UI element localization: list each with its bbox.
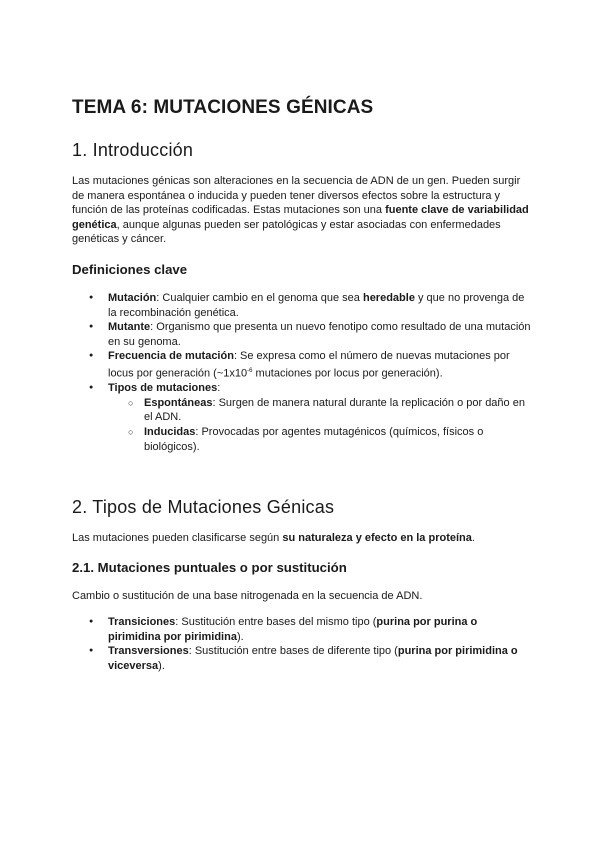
subtypes-list — [108, 396, 532, 454]
term-inducidas: Inducidas — [144, 426, 196, 438]
bold-heredable: heredable — [362, 292, 415, 304]
sub-list-item — [108, 425, 532, 454]
intro-bold-text: fuente clave de variabilidad genética — [72, 204, 529, 231]
intro-text-end: , aunque algunas pueden ser patológicas y estar asociadas con enfermedades genéticas y cáncer. — [72, 218, 501, 246]
section-2-bold-text: su naturaleza y efecto en la proteína — [282, 532, 472, 544]
definitions-list — [72, 291, 532, 454]
section-2-text: Las mutaciones pueden clasificarse según — [72, 532, 283, 544]
term-tipos: Tipos de mutaciones — [108, 382, 218, 395]
list-item — [72, 381, 532, 454]
list-item — [72, 291, 532, 320]
definition-text: : Organismo que presenta un nuevo fenotipo como resultado de una mutación en su genoma. — [108, 321, 531, 348]
sub-list-item — [108, 396, 532, 425]
section-2-text-end: . — [471, 532, 475, 544]
definition-text: : Surgen de manera natural durante la replicación o por daño en el ADN. — [144, 396, 525, 424]
definition-text-end: ). — [158, 659, 165, 672]
term-mutante: Mutante — [108, 321, 151, 334]
exponent: -6 — [247, 367, 253, 374]
definition-text: : Cualquier cambio en el genoma que sea — [156, 292, 363, 304]
definition-text: : Se expresa como el número de nuevas mutaciones por locus por generación (~1x10 — [108, 350, 510, 380]
definition-text-end: ). — [236, 630, 244, 643]
list-item — [72, 320, 532, 349]
term-transversiones: Transversiones — [108, 645, 189, 658]
substitution-types-list — [72, 615, 532, 673]
bold-transversiones-detail: purina por pirimidina o viceversa — [108, 645, 518, 672]
bold-transiciones-detail: purina por purina o pirimidina por pirimidina — [108, 616, 478, 643]
definitions-heading: Definiciones clave — [72, 262, 188, 277]
list-item — [72, 349, 532, 381]
section-2-heading: 2. Tipos de Mutaciones Génicas — [72, 497, 335, 517]
list-item — [72, 644, 532, 673]
term-transiciones: Transiciones — [108, 616, 176, 628]
colon: : — [217, 382, 221, 395]
definition-text: : Provocadas por agentes mutagénicos (químicos, físicos o biológicos). — [144, 426, 484, 453]
definition-text-end: y que no provenga de la recombinación genética. — [108, 292, 525, 319]
definition-text-end: mutaciones por locus por generación). — [252, 367, 443, 380]
subsection-2-1-heading: 2.1. Mutaciones puntuales o por sustitución — [72, 560, 347, 575]
section-2-paragraph — [72, 531, 530, 546]
term-espontaneas: Espontáneas — [144, 396, 213, 409]
page-title: TEMA 6: MUTACIONES GÉNICAS — [72, 97, 374, 118]
subsection-2-1-paragraph: Cambio o sustitución de una base nitrogenada en la secuencia de ADN. — [72, 590, 423, 602]
term-frecuencia: Frecuencia de mutación — [108, 350, 234, 363]
list-item — [72, 615, 532, 644]
intro-text: Las mutaciones génicas son alteraciones en la secuencia de ADN de un gen. Pueden surgir de manera espontánea o inducida y pueden tener diversos efectos sobre la estructura y función de las proteínas codificadas. Estas mutaciones son una — [72, 175, 521, 217]
definition-text: : Sustitución entre bases de diferente tipo ( — [188, 645, 398, 658]
section-1-heading: 1. Introducción — [72, 140, 194, 160]
term-mutacion: Mutación — [108, 292, 157, 304]
definition-text: : Sustitución entre bases del mismo tipo ( — [175, 616, 377, 628]
intro-paragraph — [72, 174, 530, 247]
